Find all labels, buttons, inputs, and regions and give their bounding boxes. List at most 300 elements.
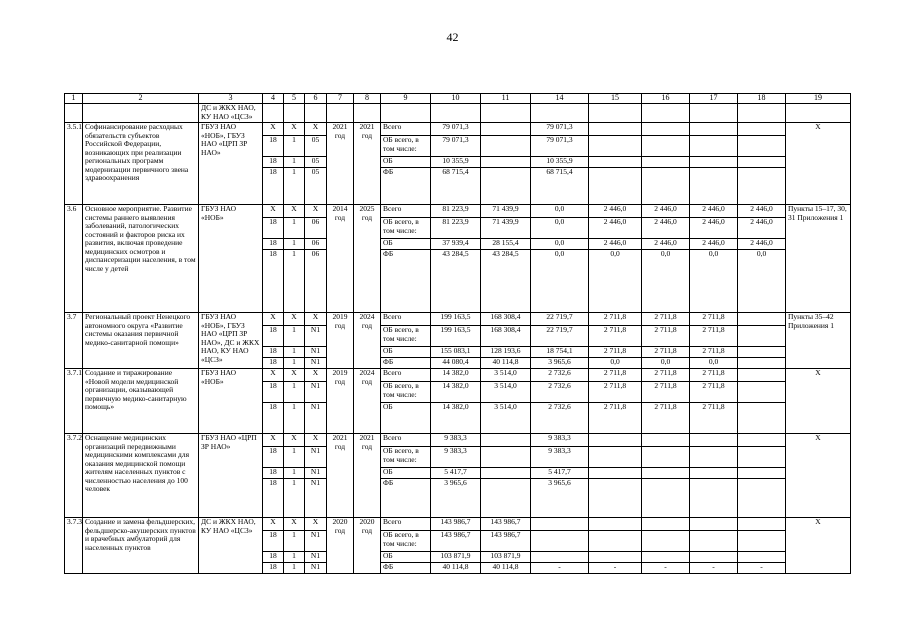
code-cell: X [263, 313, 284, 326]
amount-cell [589, 447, 642, 468]
amount-cell: 3 514,0 [481, 382, 531, 403]
executor-cell: ГБУЗ НАО «НОБ» [199, 369, 263, 434]
code-cell: N1 [305, 468, 327, 479]
amount-cell [690, 447, 738, 468]
amount-cell [738, 358, 786, 369]
table-row [65, 123, 851, 136]
amount-cell: 0,0 [531, 239, 589, 250]
amount-cell: - [642, 563, 690, 574]
funding-source: ОБ [381, 403, 431, 434]
amount-cell: 168 308,4 [481, 326, 531, 347]
amount-cell [738, 326, 786, 347]
code-cell: 1 [284, 239, 305, 250]
code-cell: 1 [284, 531, 305, 552]
table-cell [642, 104, 690, 123]
amount-cell [642, 447, 690, 468]
note-cell: Пункты 15–17, 30, 31 Приложения 1 [786, 205, 851, 313]
amount-cell: 18 754,1 [531, 347, 589, 358]
funding-source: Всего [381, 434, 431, 447]
amount-cell: 199 163,5 [431, 326, 481, 347]
code-cell: X [305, 518, 327, 531]
column-header: 6 [305, 94, 327, 104]
column-header: 8 [354, 94, 381, 104]
amount-cell [531, 518, 589, 531]
code-cell: X [305, 313, 327, 326]
column-header: 15 [589, 94, 642, 104]
amount-cell: 68 715,4 [531, 168, 589, 205]
amount-cell: 2 711,8 [690, 369, 738, 382]
amount-cell [481, 157, 531, 168]
code-cell: X [305, 123, 327, 136]
amount-cell [481, 479, 531, 518]
amount-cell: 10 355,9 [531, 157, 589, 168]
code-cell: X [263, 434, 284, 447]
amount-cell: 9 383,3 [531, 434, 589, 447]
code-cell: N1 [305, 552, 327, 563]
amount-cell: 0,0 [642, 250, 690, 313]
amount-cell: 0,0 [531, 250, 589, 313]
amount-cell [738, 403, 786, 434]
end-year: 2021 год [354, 434, 381, 518]
item-name: Создание и тиражирование «Новой модели медицинской организации, оказывающей первичную медико-санитарную помощь» [83, 369, 199, 434]
code-cell: 05 [305, 136, 327, 157]
amount-cell: 2 711,8 [589, 369, 642, 382]
amount-cell: 2 711,8 [589, 403, 642, 434]
funding-source: ОБ всего, в том числе: [381, 136, 431, 157]
code-cell: N1 [305, 347, 327, 358]
funding-source: ОБ [381, 347, 431, 358]
executor-cell: ДС и ЖКХ НАО, КУ НАО «ЦСЗ» [199, 518, 263, 574]
code-cell: 18 [263, 382, 284, 403]
column-header: 11 [481, 94, 531, 104]
amount-cell: 37 939,4 [431, 239, 481, 250]
amount-cell [738, 518, 786, 531]
amount-cell [690, 136, 738, 157]
amount-cell: 2 711,8 [642, 403, 690, 434]
amount-cell [481, 136, 531, 157]
carry-over-row [65, 104, 851, 123]
amount-cell: 79 071,3 [431, 123, 481, 136]
funding-source: ФБ [381, 168, 431, 205]
funding-source: ОБ всего, в том числе: [381, 326, 431, 347]
amount-cell [642, 531, 690, 552]
table-cell [481, 104, 531, 123]
amount-cell [481, 468, 531, 479]
page-number: 42 [446, 30, 459, 44]
code-cell: X [284, 518, 305, 531]
end-year: 2021 год [354, 123, 381, 205]
table-cell [327, 104, 354, 123]
funding-source: Всего [381, 313, 431, 326]
code-cell: 05 [305, 157, 327, 168]
code-cell: 18 [263, 218, 284, 239]
amount-cell: 143 986,7 [481, 518, 531, 531]
end-year: 2020 год [354, 518, 381, 574]
amount-cell: - [589, 563, 642, 574]
note-cell: X [786, 518, 851, 574]
start-year: 2019 год [327, 369, 354, 434]
executor-cell: ГБУЗ НАО «НОБ», ГБУЗ НАО «ЦРП ЗР НАО», ДС и ЖКХ НАО, КУ НАО «ЦСЗ» [199, 313, 263, 369]
note-cell: X [786, 434, 851, 518]
amount-cell: 0,0 [738, 250, 786, 313]
amount-cell [738, 347, 786, 358]
column-header: 1 [65, 94, 83, 104]
amount-cell: 3 514,0 [481, 369, 531, 382]
table-row [65, 205, 851, 218]
start-year: 2021 год [327, 434, 354, 518]
code-cell: X [305, 205, 327, 218]
amount-cell: 2 446,0 [690, 218, 738, 239]
amount-cell: 2 711,8 [690, 313, 738, 326]
amount-cell [738, 168, 786, 205]
code-cell: N1 [305, 447, 327, 468]
amount-cell: 2 711,8 [642, 313, 690, 326]
code-cell: 18 [263, 468, 284, 479]
code-cell: 1 [284, 358, 305, 369]
amount-cell [690, 434, 738, 447]
amount-cell [738, 123, 786, 136]
table-row [65, 518, 851, 531]
amount-cell: 155 083,1 [431, 347, 481, 358]
amount-cell [642, 168, 690, 205]
column-header: 9 [381, 94, 431, 104]
amount-cell [589, 468, 642, 479]
amount-cell: 2 446,0 [642, 205, 690, 218]
amount-cell: 103 871,9 [481, 552, 531, 563]
code-cell: 1 [284, 136, 305, 157]
amount-cell: 0,0 [690, 250, 738, 313]
amount-cell: 2 446,0 [690, 239, 738, 250]
amount-cell [589, 168, 642, 205]
amount-cell: 71 439,9 [481, 205, 531, 218]
amount-cell: 28 155,4 [481, 239, 531, 250]
amount-cell: 2 446,0 [690, 205, 738, 218]
column-header: 3 [199, 94, 263, 104]
amount-cell: 40 114,8 [481, 563, 531, 574]
code-cell: N1 [305, 382, 327, 403]
amount-cell: 79 071,3 [531, 136, 589, 157]
item-number: 3.5.1 [65, 123, 83, 205]
amount-cell: 2 711,8 [589, 313, 642, 326]
funding-source: ОБ всего, в том числе: [381, 218, 431, 239]
amount-cell: 9 383,3 [431, 434, 481, 447]
amount-cell: 10 355,9 [431, 157, 481, 168]
code-cell: 18 [263, 250, 284, 313]
amount-cell: 44 080,4 [431, 358, 481, 369]
funding-source: ОБ [381, 239, 431, 250]
code-cell: 1 [284, 347, 305, 358]
column-header: 10 [431, 94, 481, 104]
code-cell: 18 [263, 447, 284, 468]
amount-cell [642, 468, 690, 479]
amount-cell: 2 732,6 [531, 403, 589, 434]
code-cell: N1 [305, 358, 327, 369]
item-number: 3.6 [65, 205, 83, 313]
code-cell: 18 [263, 168, 284, 205]
table-cell [690, 104, 738, 123]
amount-cell [531, 531, 589, 552]
code-cell: 18 [263, 552, 284, 563]
code-cell: N1 [305, 479, 327, 518]
amount-cell [589, 123, 642, 136]
amount-cell: 2 446,0 [589, 239, 642, 250]
code-cell: 1 [284, 479, 305, 518]
amount-cell [738, 468, 786, 479]
amount-cell [481, 447, 531, 468]
code-cell: X [263, 518, 284, 531]
item-name: Софинансирование расходных обязательств субъектов Российской Федерации, возникающих при реализации региональных программ модернизации первичного звена здравоохранения [83, 123, 199, 205]
amount-cell: 2 711,8 [589, 347, 642, 358]
code-cell: 18 [263, 358, 284, 369]
amount-cell: 40 114,8 [431, 563, 481, 574]
amount-cell: 14 382,0 [431, 382, 481, 403]
column-header: 16 [642, 94, 690, 104]
funding-source: ФБ [381, 563, 431, 574]
amount-cell: 40 114,8 [481, 358, 531, 369]
amount-cell [690, 157, 738, 168]
funding-source: ОБ [381, 468, 431, 479]
amount-cell: 81 223,9 [431, 218, 481, 239]
amount-cell: 2 711,8 [642, 347, 690, 358]
code-cell: X [284, 434, 305, 447]
amount-cell [589, 552, 642, 563]
funding-source: ОБ [381, 552, 431, 563]
column-header: 2 [83, 94, 199, 104]
amount-cell: 0,0 [531, 205, 589, 218]
code-cell: 18 [263, 347, 284, 358]
table-cell [65, 104, 83, 123]
code-cell: 06 [305, 218, 327, 239]
amount-cell [589, 136, 642, 157]
amount-cell: 2 711,8 [690, 382, 738, 403]
amount-cell: - [690, 563, 738, 574]
code-cell: X [263, 205, 284, 218]
amount-cell [738, 552, 786, 563]
table-row [65, 313, 851, 326]
funding-source: ОБ всего, в том числе: [381, 447, 431, 468]
code-cell: N1 [305, 326, 327, 347]
funding-source: Всего [381, 518, 431, 531]
amount-cell [589, 531, 642, 552]
funding-source: Всего [381, 369, 431, 382]
amount-cell: 2 711,8 [589, 382, 642, 403]
item-number: 3.7 [65, 313, 83, 369]
item-name: Региональный проект Ненецкого автономного округа «Развитие системы оказания первичной медико-санитарной помощи» [83, 313, 199, 369]
amount-cell [642, 157, 690, 168]
amount-cell: 0,0 [589, 250, 642, 313]
amount-cell: 2 711,8 [690, 326, 738, 347]
amount-cell: 103 871,9 [431, 552, 481, 563]
start-year: 2021 год [327, 123, 354, 205]
code-cell: 18 [263, 157, 284, 168]
funding-source: ОБ [381, 157, 431, 168]
column-header: 19 [786, 94, 851, 104]
item-number: 3.7.3 [65, 518, 83, 574]
table-cell [738, 104, 786, 123]
amount-cell: 2 711,8 [642, 382, 690, 403]
note-cell: X [786, 123, 851, 205]
code-cell: 1 [284, 168, 305, 205]
table-cell [589, 104, 642, 123]
header-row [65, 94, 851, 104]
amount-cell: 143 986,7 [431, 518, 481, 531]
table-cell [531, 104, 589, 123]
column-header: 18 [738, 94, 786, 104]
code-cell: 06 [305, 239, 327, 250]
code-cell: 18 [263, 563, 284, 574]
funding-source: ФБ [381, 479, 431, 518]
amount-cell: 2 711,8 [690, 403, 738, 434]
start-year: 2020 год [327, 518, 354, 574]
budget-table [64, 93, 851, 574]
amount-cell [481, 123, 531, 136]
amount-cell [589, 434, 642, 447]
table-cell [284, 104, 305, 123]
amount-cell: 0,0 [642, 358, 690, 369]
amount-cell [589, 479, 642, 518]
amount-cell: - [531, 563, 589, 574]
amount-cell: 22 719,7 [531, 313, 589, 326]
amount-cell [738, 157, 786, 168]
column-header: 17 [690, 94, 738, 104]
column-header: 4 [263, 94, 284, 104]
amount-cell [481, 168, 531, 205]
amount-cell: 143 986,7 [431, 531, 481, 552]
amount-cell: 168 308,4 [481, 313, 531, 326]
end-year: 2024 год [354, 313, 381, 369]
start-year: 2019 год [327, 313, 354, 369]
amount-cell: 14 382,0 [431, 369, 481, 382]
code-cell: 1 [284, 157, 305, 168]
code-cell: X [284, 313, 305, 326]
amount-cell: 5 417,7 [531, 468, 589, 479]
amount-cell [642, 136, 690, 157]
amount-cell [738, 369, 786, 382]
amount-cell [642, 123, 690, 136]
column-header: 5 [284, 94, 305, 104]
amount-cell: 2 711,8 [690, 347, 738, 358]
item-name: Оснащение медицинских организаций передвижными медицинскими комплексами для оказания медицинской помощи жителям населенных пунктов с численностью населения до 100 человек [83, 434, 199, 518]
amount-cell [642, 434, 690, 447]
table-cell [354, 104, 381, 123]
executor-cell: ГБУЗ НАО «НОБ», ГБУЗ НАО «ЦРП ЗР НАО» [199, 123, 263, 205]
code-cell: 18 [263, 136, 284, 157]
executor-cell: ДС и ЖКХ НАО, КУ НАО «ЦСЗ» [199, 104, 263, 123]
column-header: 14 [531, 94, 589, 104]
amount-cell [531, 552, 589, 563]
amount-cell: 68 715,4 [431, 168, 481, 205]
funding-source: Всего [381, 205, 431, 218]
code-cell: 1 [284, 218, 305, 239]
amount-cell [738, 531, 786, 552]
amount-cell [690, 168, 738, 205]
code-cell: 1 [284, 563, 305, 574]
table-cell [786, 104, 851, 123]
code-cell: N1 [305, 403, 327, 434]
amount-cell [690, 552, 738, 563]
executor-cell: ГБУЗ НАО «ЦРП ЗР НАО» [199, 434, 263, 518]
table-cell [431, 104, 481, 123]
code-cell: 1 [284, 326, 305, 347]
code-cell: X [263, 369, 284, 382]
amount-cell: 3 514,0 [481, 403, 531, 434]
amount-cell [589, 518, 642, 531]
funding-source: ФБ [381, 250, 431, 313]
amount-cell: 81 223,9 [431, 205, 481, 218]
funding-source: Всего [381, 123, 431, 136]
item-number: 3.7.2 [65, 434, 83, 518]
amount-cell: 43 284,5 [481, 250, 531, 313]
amount-cell: 3 965,6 [531, 479, 589, 518]
amount-cell [738, 434, 786, 447]
table-cell [305, 104, 327, 123]
amount-cell [738, 382, 786, 403]
amount-cell: 0,0 [589, 358, 642, 369]
code-cell: X [284, 205, 305, 218]
code-cell: X [305, 434, 327, 447]
amount-cell: 79 071,3 [431, 136, 481, 157]
code-cell: 1 [284, 468, 305, 479]
amount-cell: 2 711,8 [589, 326, 642, 347]
code-cell: 18 [263, 531, 284, 552]
amount-cell [642, 518, 690, 531]
amount-cell [589, 157, 642, 168]
amount-cell: 2 446,0 [589, 218, 642, 239]
start-year: 2014 год [327, 205, 354, 313]
amount-cell [481, 434, 531, 447]
amount-cell: 3 965,6 [531, 358, 589, 369]
table-row [65, 434, 851, 447]
code-cell: X [284, 123, 305, 136]
funding-source: ФБ [381, 358, 431, 369]
amount-cell: 128 193,6 [481, 347, 531, 358]
code-cell: 18 [263, 239, 284, 250]
amount-cell: 2 446,0 [589, 205, 642, 218]
amount-cell: 2 446,0 [738, 218, 786, 239]
amount-cell: 2 446,0 [738, 205, 786, 218]
funding-source: ОБ всего, в том числе: [381, 531, 431, 552]
item-number: 3.7.1 [65, 369, 83, 434]
note-cell: X [786, 369, 851, 434]
end-year: 2025 год [354, 205, 381, 313]
amount-cell [690, 123, 738, 136]
amount-cell: 79 071,3 [531, 123, 589, 136]
amount-cell [738, 313, 786, 326]
amount-cell [738, 447, 786, 468]
amount-cell: 143 986,7 [481, 531, 531, 552]
table-cell [381, 104, 431, 123]
code-cell: N1 [305, 563, 327, 574]
amount-cell [738, 479, 786, 518]
code-cell: 1 [284, 447, 305, 468]
code-cell: 1 [284, 552, 305, 563]
code-cell: 18 [263, 403, 284, 434]
amount-cell: 2 446,0 [642, 239, 690, 250]
code-cell: X [263, 123, 284, 136]
table-row [65, 369, 851, 382]
amount-cell [738, 136, 786, 157]
amount-cell: 5 417,7 [431, 468, 481, 479]
amount-cell: 2 446,0 [738, 239, 786, 250]
amount-cell [690, 468, 738, 479]
code-cell: 18 [263, 326, 284, 347]
table-cell [83, 104, 199, 123]
code-cell: X [284, 369, 305, 382]
amount-cell [642, 552, 690, 563]
code-cell: 05 [305, 168, 327, 205]
amount-cell [642, 479, 690, 518]
item-name: Создание и замена фельдшерских, фельдшерско-акушерских пунктов и врачебных амбулаторий для населенных пунктов [83, 518, 199, 574]
